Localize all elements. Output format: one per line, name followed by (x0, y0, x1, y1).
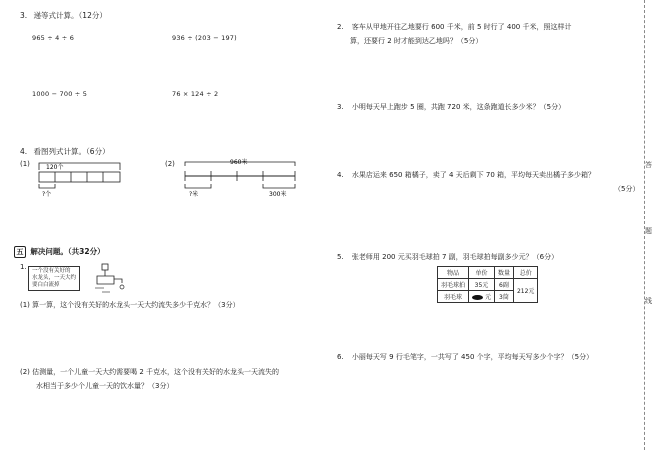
price-table-row (438, 279, 538, 291)
q5-heading (14, 246, 105, 258)
q4-fig1-top-label: 120个 (46, 164, 64, 171)
q4-number: 4. (20, 147, 28, 156)
q4-heading (20, 146, 110, 157)
price-table-header-cell: 总价 (513, 267, 537, 279)
r-q5-number: 5. (337, 253, 344, 261)
price-table-header (438, 267, 538, 279)
r-q6-text-1: 小丽每天写 9 行毛笔字，一共写了 450 个字，平均每天写多少个字？（5分） (351, 353, 594, 361)
binding-char: 答 (645, 161, 652, 169)
price-table-cell-unknown (469, 291, 495, 303)
q3-heading (20, 10, 107, 21)
price-table-cell: 35元 (469, 279, 495, 291)
binding-char: 题 (645, 227, 652, 235)
price-table-header-cell: 单价 (469, 267, 495, 279)
q4-fig1-bottom-label: ?个 (42, 191, 52, 198)
q5-title: 解决问题。（共32分） (30, 247, 105, 256)
q4-fig1-label: (1) (20, 160, 30, 168)
binding-line (644, 0, 645, 450)
price-table-cell-unit: 元 (484, 294, 491, 301)
q5-note-line-3: 要白白流掉 (32, 282, 60, 288)
q5-sub1b-line2: 水相当于多少个儿童一天的饮水量？（3分） (36, 382, 174, 390)
q3-expr-1: 965 ÷ 4 ÷ 6 (32, 34, 75, 42)
price-table-cell-total: 212元 (513, 279, 537, 303)
price-table-header-cell: 物品 (438, 267, 469, 279)
q3-expr-3: 1000 − 700 ÷ 5 (32, 90, 88, 98)
r-q3-number: 3. (337, 103, 344, 111)
q4-fig2-bottom-left-label: ?米 (189, 191, 199, 198)
r-q2-text-1: 客车从甲地开往乙地要行 600 千米，前 5 时行了 400 千米，照这样计 (351, 23, 572, 31)
r-q2-line1 (337, 22, 571, 32)
ink-blot-icon (472, 295, 483, 300)
price-table-cell: 羽毛球 (438, 291, 469, 303)
q4-fig2-top-label: 960米 (230, 159, 248, 166)
q4-fig2-label: (2) (165, 160, 175, 168)
price-table (437, 266, 538, 303)
price-table-cell: 羽毛球拍 (438, 279, 469, 291)
r-q2-number: 2. (337, 23, 344, 31)
q5-note-line-1: 一个没有关好的 (32, 268, 71, 274)
r-q4-number: 4. (337, 171, 344, 179)
r-q4-text-2: （5分） (614, 185, 640, 193)
q5-note-box (28, 266, 80, 291)
q3-number: 3. (20, 11, 28, 20)
price-table-cell: 3筒 (494, 291, 513, 303)
r-q3-line1 (337, 102, 565, 112)
q5-note-line-2: 水龙头，一天大约 (32, 275, 77, 281)
q3-expr-4: 76 × 124 ÷ 2 (172, 90, 219, 98)
binding-char: 线 (645, 297, 652, 305)
r-q6-number: 6. (337, 353, 344, 361)
q5-sub1a: (1) 算一算，这个没有关好的水龙头一天大约流失多少千克水？（3分） (20, 301, 240, 309)
q3-title: 递等式计算。（12分） (33, 11, 107, 20)
r-q3-text-1: 小明每天早上跑步 5 圈，共跑 720 米，这条跑道长多少米？（5分） (351, 103, 566, 111)
r-q5-text-1: 张老师用 200 元买羽毛球拍 7 副，羽毛球拍每副多少元？（6分） (351, 253, 559, 261)
r-q5-line1 (337, 252, 558, 262)
r-q2-text-2: 算，还要行 2 时才能到达乙地吗？（5分） (350, 37, 483, 45)
q4-fig1-diagram (30, 158, 125, 200)
price-table-cell: 6副 (494, 279, 513, 291)
r-q5-table-wrap (437, 266, 538, 303)
price-table-header-cell: 数量 (494, 267, 513, 279)
q3-expr-2: 936 ÷ (203 − 197) (172, 34, 237, 42)
q4-title: 看图列式计算。（6分） (33, 147, 110, 156)
q5-badge: 五 (14, 246, 26, 258)
r-q4-text-1: 水果店运来 650 箱橘子，卖了 4 天后剩下 70 箱，平均每天卖出橘子多少箱？ (351, 171, 595, 179)
q5-sub1b-line1: (2) 估测量，一个儿童一天大约需要喝 2 千克水，这个没有关好的水龙头一天流失的 (20, 368, 280, 376)
q5-sub1-number: 1. (20, 263, 27, 271)
q4-fig2-diagram (175, 158, 305, 200)
r-q6-line1 (337, 352, 593, 362)
r-q4-line1 (337, 170, 595, 180)
faucet-icon (92, 262, 130, 298)
q4-fig2-bottom-right-label: 300米 (269, 191, 287, 198)
